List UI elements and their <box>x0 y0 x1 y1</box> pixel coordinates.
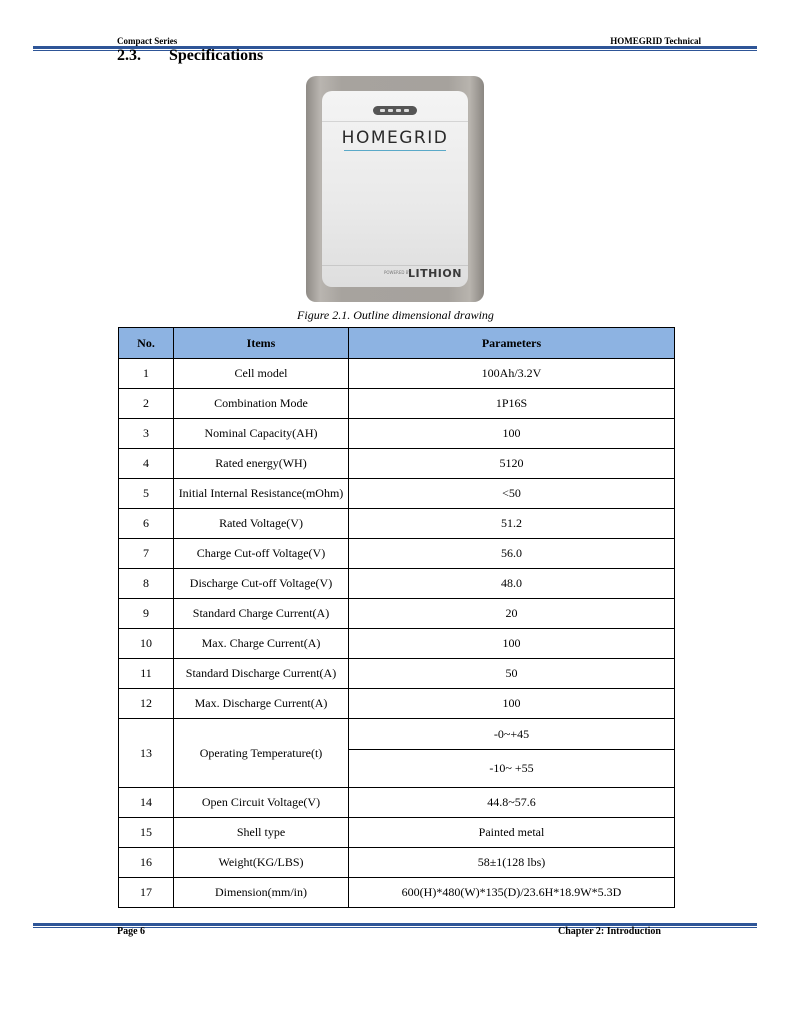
cell-item: Operating Temperature(t) <box>174 719 349 788</box>
cell-no: 6 <box>119 509 174 539</box>
cell-no: 9 <box>119 599 174 629</box>
cell-parameter: 51.2 <box>349 509 675 539</box>
brand-logo: HOMEGRID <box>341 128 449 148</box>
header-doc-title: HOMEGRID Technical <box>610 36 701 46</box>
cell-parameter: 100 <box>349 629 675 659</box>
cell-parameter: -0~+45 <box>349 719 675 750</box>
battery-front-panel <box>322 91 468 287</box>
figure-caption: Figure 2.1. Outline dimensional drawing <box>297 308 494 322</box>
battery-product-image <box>306 76 484 302</box>
cell-parameter: 100Ah/3.2V <box>349 359 675 389</box>
table-row <box>119 629 675 659</box>
panel-seam-bottom <box>322 265 468 266</box>
table-row <box>119 878 675 908</box>
table-row <box>119 569 675 599</box>
table-row <box>119 848 675 878</box>
cell-parameter: 48.0 <box>349 569 675 599</box>
cell-parameter: 5120 <box>349 449 675 479</box>
cell-no: 14 <box>119 788 174 818</box>
table-row <box>119 659 675 689</box>
table-row <box>119 479 675 509</box>
cell-no: 17 <box>119 878 174 908</box>
powered-by-label: POWERED BY <box>384 270 411 275</box>
cell-item: Open Circuit Voltage(V) <box>174 788 349 818</box>
cell-item: Combination Mode <box>174 389 349 419</box>
cell-item: Rated energy(WH) <box>174 449 349 479</box>
footer-page-number: Page 6 <box>117 926 146 937</box>
cell-parameter: 44.8~57.6 <box>349 788 675 818</box>
cell-parameter: 56.0 <box>349 539 675 569</box>
cell-no: 7 <box>119 539 174 569</box>
cell-item: Charge Cut-off Voltage(V) <box>174 539 349 569</box>
cell-parameter: 600(H)*480(W)*135(D)/23.6H*18.9W*5.3D <box>349 878 675 908</box>
cell-item: Shell type <box>174 818 349 848</box>
cell-item: Standard Charge Current(A) <box>174 599 349 629</box>
cell-no: 12 <box>119 689 174 719</box>
table-row <box>119 689 675 719</box>
section-title: Specifications <box>169 47 264 64</box>
cell-parameter: 58±1(128 lbs) <box>349 848 675 878</box>
cell-no: 13 <box>119 719 174 788</box>
table-row <box>119 788 675 818</box>
cell-no: 11 <box>119 659 174 689</box>
cell-item: Max. Discharge Current(A) <box>174 689 349 719</box>
cell-parameter: 1P16S <box>349 389 675 419</box>
cell-parameter: 100 <box>349 419 675 449</box>
cell-item: Nominal Capacity(AH) <box>174 419 349 449</box>
header-series: Compact Series <box>117 36 178 46</box>
cell-item: Standard Discharge Current(A) <box>174 659 349 689</box>
cell-no: 2 <box>119 389 174 419</box>
led-indicator-icon <box>373 106 417 115</box>
cell-no: 1 <box>119 359 174 389</box>
cell-item: Weight(KG/LBS) <box>174 848 349 878</box>
cell-item: Dimension(mm/in) <box>174 878 349 908</box>
panel-seam-top <box>322 121 468 122</box>
col-header-items: Items <box>174 328 349 359</box>
footer-chapter: Chapter 2: Introduction <box>558 926 661 937</box>
cell-no: 4 <box>119 449 174 479</box>
table-header-row <box>119 328 675 359</box>
cell-parameter: 50 <box>349 659 675 689</box>
col-header-parameters: Parameters <box>349 328 675 359</box>
cell-parameter: 20 <box>349 599 675 629</box>
cell-item: Max. Charge Current(A) <box>174 629 349 659</box>
table-row <box>119 359 675 389</box>
section-number: 2.3. <box>117 47 141 64</box>
cell-no: 3 <box>119 419 174 449</box>
table-row <box>119 389 675 419</box>
brand-underline <box>344 150 446 151</box>
cell-no: 5 <box>119 479 174 509</box>
cell-item: Cell model <box>174 359 349 389</box>
col-header-no: No. <box>119 328 174 359</box>
table-row <box>119 539 675 569</box>
table-row <box>119 509 675 539</box>
cell-parameter: -10~ +55 <box>349 750 675 788</box>
cell-item: Discharge Cut-off Voltage(V) <box>174 569 349 599</box>
table-row <box>119 419 675 449</box>
cell-item: Initial Internal Resistance(mOhm) <box>174 479 349 509</box>
cell-no: 10 <box>119 629 174 659</box>
table-row <box>119 449 675 479</box>
lithion-logo: LITHION <box>408 267 462 280</box>
table-row <box>119 719 675 750</box>
specifications-table <box>118 327 675 908</box>
table-row <box>119 818 675 848</box>
cell-no: 8 <box>119 569 174 599</box>
table-row <box>119 599 675 629</box>
cell-parameter: 100 <box>349 689 675 719</box>
cell-item: Rated Voltage(V) <box>174 509 349 539</box>
cell-no: 15 <box>119 818 174 848</box>
cell-parameter: Painted metal <box>349 818 675 848</box>
cell-no: 16 <box>119 848 174 878</box>
cell-parameter: <50 <box>349 479 675 509</box>
section-heading <box>117 47 263 65</box>
